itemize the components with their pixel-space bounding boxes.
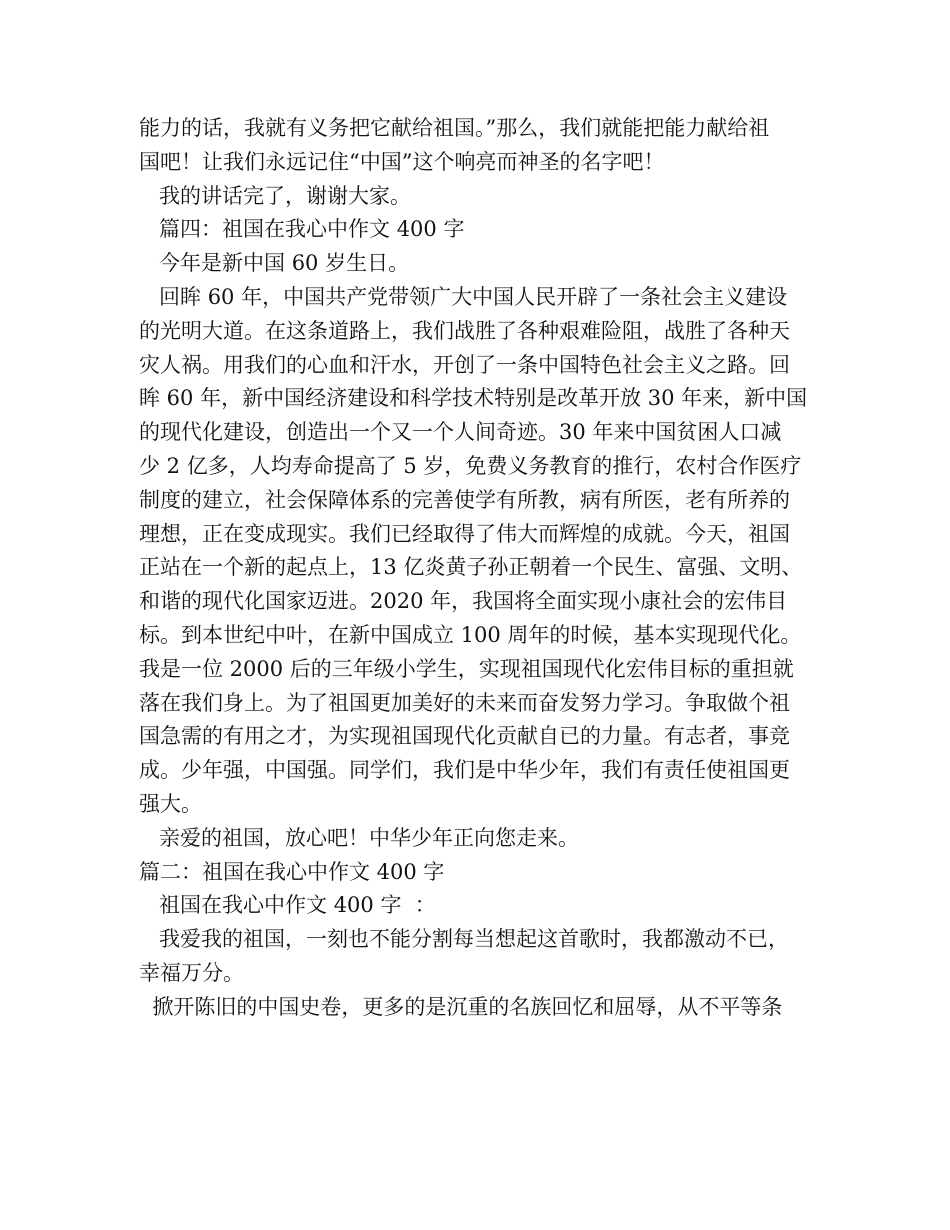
text-line: 的光明大道。在这条道路上，我们战胜了各种艰难险阻，战胜了各种天 <box>139 318 790 343</box>
text-line: 的现代化建设，创造出一个又一个人间奇迹。30 年来中国贫困人口减 <box>139 420 782 445</box>
text-line: 我爱我的祖国，一刻也不能分割每当想起这首歌时，我都激动不已， <box>139 927 790 952</box>
text-line: 回眸 60 年，中国共产党带领广大中国人民开辟了一条社会主义建设 <box>139 284 788 309</box>
text-line: 国吧！让我们永远记住“中国”这个响亮而神圣的名字吧！ <box>139 149 665 174</box>
text-line: 落在我们身上。为了祖国更加美好的未来而奋发努力学习。争取做个祖 <box>139 690 790 715</box>
text-line: 制度的建立，社会保障体系的完善使学有所教，病有所医，老有所养的 <box>139 487 790 512</box>
text-line: 幸福万分。 <box>139 960 244 985</box>
text-line: 眸 60 年，新中国经济建设和科学技术特别是改革开放 30 年来，新中国 <box>139 386 808 411</box>
text-line: 祖国在我心中作文 400 字 ： <box>139 893 436 918</box>
text-line: 正站在一个新的起点上，13 亿炎黄子孙正朝着一个民生、富强、文明、 <box>139 555 803 580</box>
text-line: 今年是新中国 60 岁生日。 <box>139 251 410 276</box>
text-line: 掀开陈旧的中国史卷，更多的是沉重的名族回忆和屈辱，从不平等条 <box>139 994 783 1019</box>
text-line: 少 2 亿多，人均寿命提高了 5 岁，免费义务教育的推行，农村合作医疗 <box>139 453 802 478</box>
text-line: 标。到本世纪中叶，在新中国成立 100 周年的时候，基本实现现代化。 <box>139 622 802 647</box>
text-line: 亲爱的祖国，放心吧！中华少年正向您走来。 <box>139 825 580 850</box>
document-body <box>139 112 839 1025</box>
text-line: 成。少年强，中国强。同学们，我们是中华少年，我们有责任使祖国更 <box>139 758 790 783</box>
text-line: 我是一位 2000 后的三年级小学生，实现祖国现代化宏伟目标的重担就 <box>139 656 794 681</box>
text-line: 国急需的有用之才，为实现祖国现代化贡献自已的力量。有志者，事竞 <box>139 724 790 749</box>
text-line: 灾人祸。用我们的心血和汗水，开创了一条中国特色社会主义之路。回 <box>139 352 790 377</box>
text-line: 能力的话，我就有义务把它献给祖国。”那么，我们就能把能力献给祖 <box>139 116 770 140</box>
text-line: 理想，正在变成现实。我们已经取得了伟大而辉煌的成就。今天，祖国 <box>139 521 790 546</box>
section-heading: 篇二：祖国在我心中作文 400 字 <box>139 859 445 884</box>
section-heading: 篇四：祖国在我心中作文 400 字 <box>139 217 465 242</box>
text-line: 强大。 <box>139 791 202 816</box>
text-line: 和谐的现代化国家迈进。2020 年，我国将全面实现小康社会的宏伟目 <box>139 589 788 614</box>
text-line: 我的讲话完了，谢谢大家。 <box>139 183 412 208</box>
